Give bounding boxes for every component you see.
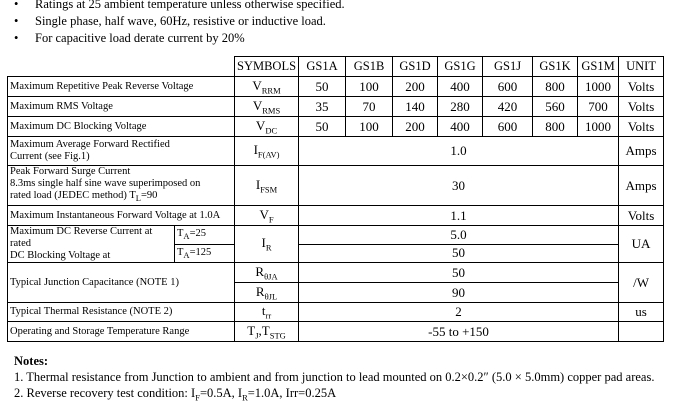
row-symbol: $V_{RRM}$: [235, 77, 299, 97]
note-2: 2. Reverse recovery test condition: $I_F=0.5A$, $I_R=1.0A$, Irr=0.25A: [14, 386, 337, 403]
table-row: [8, 117, 664, 137]
table-cell: 50: [299, 117, 346, 137]
row-unit: UA: [619, 226, 664, 263]
row-label: Maximum RMS Voltage: [8, 97, 235, 117]
table-cell: 30: [299, 166, 619, 206]
header-part: GS1D: [393, 57, 438, 77]
row-unit: [619, 322, 664, 342]
table-row: [8, 166, 664, 206]
table-row: [8, 77, 664, 97]
header-part: GS1M: [578, 57, 619, 77]
table-cell: 100: [346, 77, 393, 97]
table-cell: 1000: [578, 117, 619, 137]
table-cell: 1.0: [299, 137, 619, 166]
condition-item: • Single phase, half wave, 60Hz, resistive or inductive load.: [14, 14, 326, 28]
row-label: Typical Junction Capacitance (NOTE 1): [8, 263, 235, 303]
row-symbol: $V_{DC}$: [235, 117, 299, 137]
table-cell: 200: [393, 117, 438, 137]
row-label: Maximum Average Forward Rectified Current (see Fig.1): [8, 137, 235, 166]
table-cell: 2: [299, 303, 619, 322]
header-part: GS1B: [346, 57, 393, 77]
table-cell: 90: [299, 283, 619, 303]
header-symbols: SYMBOLS: [235, 57, 299, 77]
table-cell: 1.1: [299, 206, 619, 226]
row-unit: Volts: [619, 206, 664, 226]
row-symbol: $I_{FSM}$: [235, 166, 299, 206]
bullet-icon: •: [14, 14, 19, 28]
bullet-icon: •: [14, 0, 19, 11]
row-symbol: $V_F$: [235, 206, 299, 226]
table-cell: 600: [483, 77, 533, 97]
row-symbol: $R_{\theta JA}$: [235, 263, 299, 283]
row-symbol: $T_J,T_{STG}$: [235, 322, 299, 342]
header-part: GS1K: [533, 57, 578, 77]
table-cell: 140: [393, 97, 438, 117]
condition-item: • Ratings at 25 ambient temperature unless otherwise specified.: [14, 0, 694, 13]
row-unit: /W: [619, 263, 664, 303]
table-cell: 100: [346, 117, 393, 137]
row-label: Maximum Repetitive Peak Reverse Voltage: [8, 77, 235, 97]
row-label: Peak Forward Surge Current 8.3ms single half sine wave superimposed on rated load (JEDEC method) $T_L=90$: [8, 166, 235, 206]
table-cell: 5.0: [299, 226, 619, 245]
row-symbol: $I_{F(AV)}$: [235, 137, 299, 166]
table-cell: 50: [299, 244, 619, 263]
table-header-row: [8, 57, 664, 77]
row-label: Operating and Storage Temperature Range: [8, 322, 235, 342]
table-row: [8, 97, 664, 117]
row-unit: us: [619, 303, 664, 322]
table-cell: 200: [393, 77, 438, 97]
table-cell: 800: [533, 117, 578, 137]
row-label: Maximum Instantaneous Forward Voltage at 1.0A: [8, 206, 235, 226]
table-cell: 560: [533, 97, 578, 117]
header-part: GS1G: [438, 57, 483, 77]
row-unit: Volts: [619, 77, 664, 97]
notes-section: [14, 353, 694, 406]
row-condition: $T_A=125$: [175, 244, 235, 263]
row-label: Maximum DC Blocking Voltage: [8, 117, 235, 137]
table-cell: 400: [438, 77, 483, 97]
header-part: GS1A: [299, 57, 346, 77]
table-cell: 700: [578, 97, 619, 117]
row-unit: Volts: [619, 97, 664, 117]
table-cell: 600: [483, 117, 533, 137]
ratings-table: [7, 56, 664, 342]
table-cell: 800: [533, 77, 578, 97]
row-unit: Volts: [619, 117, 664, 137]
table-row: [8, 263, 664, 283]
table-cell: 50: [299, 263, 619, 283]
table-cell: 280: [438, 97, 483, 117]
row-unit: Amps: [619, 137, 664, 166]
table-row: [8, 137, 664, 166]
table-cell: 35: [299, 97, 346, 117]
table-cell: 70: [346, 97, 393, 117]
header-unit: UNIT: [619, 57, 664, 77]
header-part: GS1J: [483, 57, 533, 77]
row-symbol: $R_{\theta JL}$: [235, 283, 299, 303]
notes-title: Notes:: [14, 354, 49, 368]
row-unit: Amps: [619, 166, 664, 206]
table-cell: 400: [438, 117, 483, 137]
conditions-list: [14, 0, 694, 47]
row-symbol: $t_{rr}$: [235, 303, 299, 322]
table-cell: 50: [299, 77, 346, 97]
row-label: Typical Thermal Resistance (NOTE 2): [8, 303, 235, 322]
row-condition: $T_A=25$: [175, 226, 235, 245]
table-row: [8, 226, 664, 245]
table-cell: 1000: [578, 77, 619, 97]
bullet-icon: •: [14, 31, 19, 45]
table-cell: 420: [483, 97, 533, 117]
table-cell: -55 to +150: [299, 322, 619, 342]
row-symbol: $V_{RMS}$: [235, 97, 299, 117]
condition-item: • For capacitive load derate current by 20%: [14, 31, 245, 45]
note-1: 1. Thermal resistance from Junction to ambient and from junction to lead mounted on 0.2×0.2″ (5.0 × 5.0mm) copper pad areas.: [14, 370, 655, 384]
table-row: [8, 206, 664, 226]
table-row: [8, 322, 664, 342]
table-row: [8, 303, 664, 322]
row-symbol: $I_R$: [235, 226, 299, 263]
row-label: Maximum DC Reverse Current at rated DC Blocking Voltage at: [8, 226, 175, 263]
